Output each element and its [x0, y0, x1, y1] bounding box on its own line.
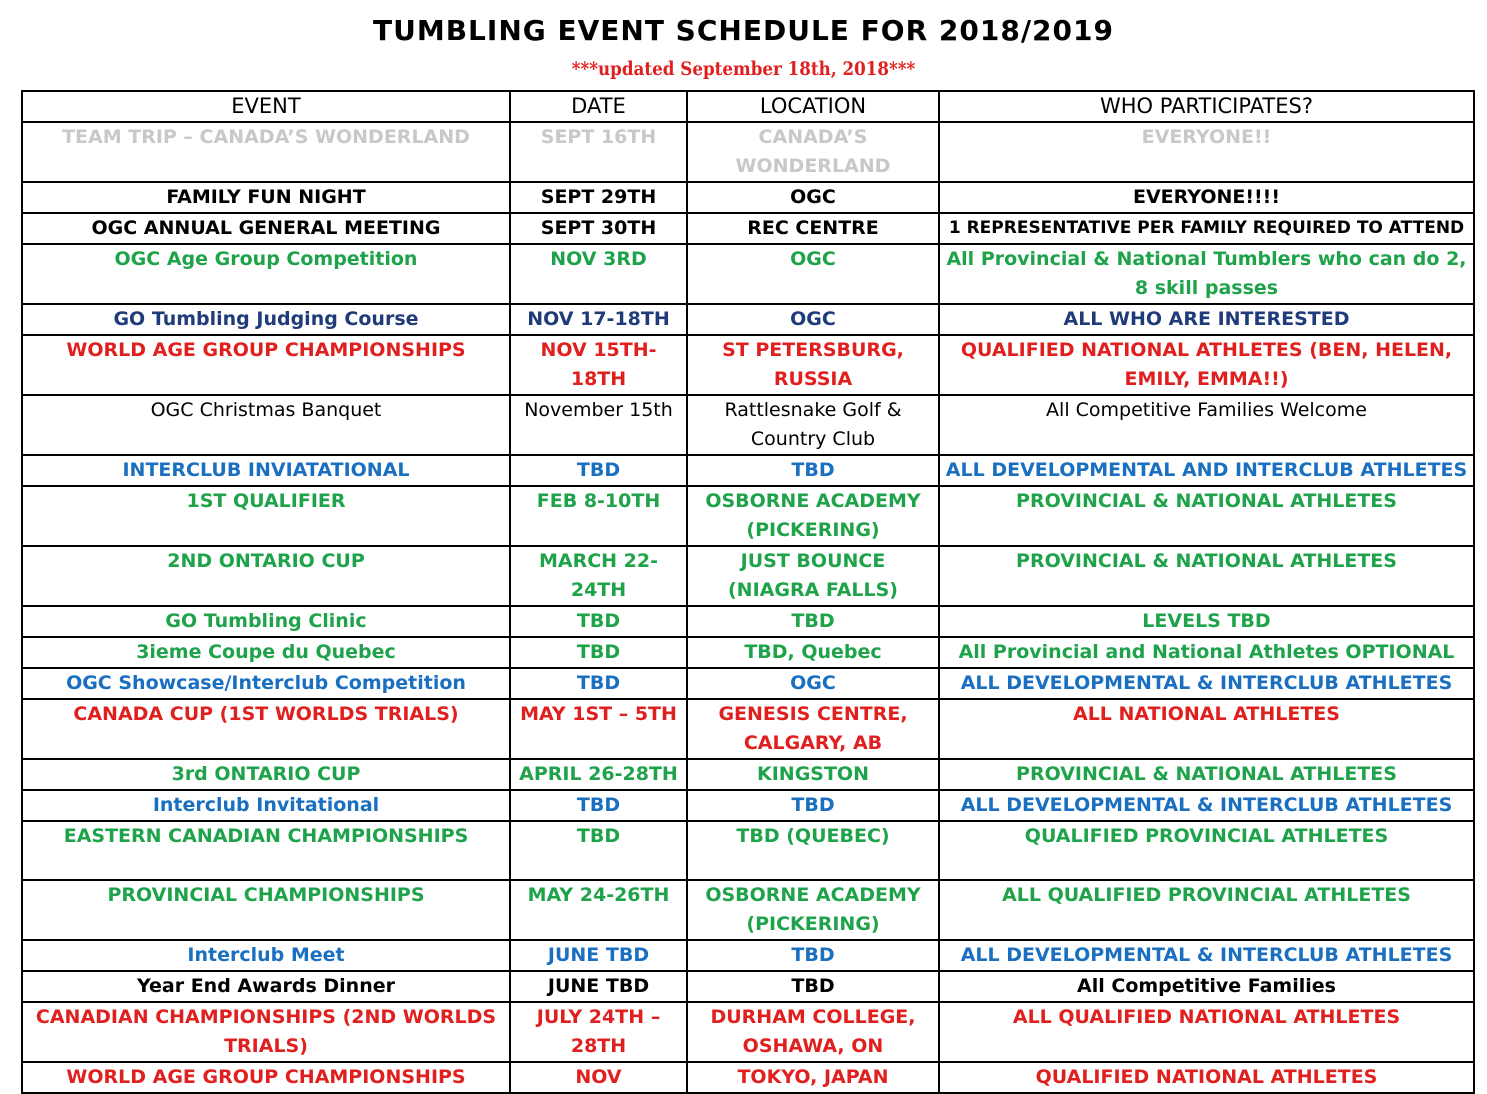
location-cell: OGC [687, 244, 939, 304]
event-cell: FAMILY FUN NIGHT [22, 182, 510, 213]
event-cell: GO Tumbling Clinic [22, 606, 510, 637]
event-cell: 3ieme Coupe du Quebec [22, 637, 510, 668]
table-row [22, 486, 1474, 546]
location-cell: TOKYO, JAPAN [687, 1062, 939, 1093]
who-cell: ALL QUALIFIED NATIONAL ATHLETES [939, 1002, 1474, 1062]
location-cell: OGC [687, 182, 939, 213]
location-cell: KINGSTON [687, 759, 939, 790]
event-cell: CANADA CUP (1ST WORLDS TRIALS) [22, 699, 510, 759]
table-row [22, 1002, 1474, 1062]
header-event: EVENT [22, 91, 510, 122]
who-cell: All Provincial & National Tumblers who can do 2, 8 skill passes [939, 244, 1474, 304]
location-cell: TBD [687, 790, 939, 821]
date-cell: MAY 24-26TH [510, 880, 687, 940]
date-cell: JUNE TBD [510, 971, 687, 1002]
event-cell: Interclub Meet [22, 940, 510, 971]
table-row [22, 213, 1474, 244]
who-cell: ALL DEVELOPMENTAL & INTERCLUB ATHLETES [939, 668, 1474, 699]
who-cell: ALL DEVELOPMENTAL & INTERCLUB ATHLETES [939, 940, 1474, 971]
location-cell: JUST BOUNCE (NIAGRA FALLS) [687, 546, 939, 606]
table-row [22, 606, 1474, 637]
table-row [22, 971, 1474, 1002]
who-cell: All Provincial and National Athletes OPTIONAL [939, 637, 1474, 668]
date-cell: TBD [510, 790, 687, 821]
event-cell: OGC ANNUAL GENERAL MEETING [22, 213, 510, 244]
event-cell: 1ST QUALIFIER [22, 486, 510, 546]
location-cell: OGC [687, 304, 939, 335]
update-note: ***updated September 18th, 2018*** [571, 58, 916, 80]
table-row [22, 455, 1474, 486]
who-cell: ALL WHO ARE INTERESTED [939, 304, 1474, 335]
table-row [22, 182, 1474, 213]
table-row [22, 790, 1474, 821]
header-location: LOCATION [687, 91, 939, 122]
who-cell: EVERYONE!!!! [939, 182, 1474, 213]
event-cell: OGC Showcase/Interclub Competition [22, 668, 510, 699]
table-row [22, 122, 1474, 182]
who-cell: QUALIFIED PROVINCIAL ATHLETES [939, 821, 1474, 880]
event-cell: 3rd ONTARIO CUP [22, 759, 510, 790]
table-row [22, 759, 1474, 790]
event-cell: WORLD AGE GROUP CHAMPIONSHIPS [22, 335, 510, 395]
who-cell: ALL QUALIFIED PROVINCIAL ATHLETES [939, 880, 1474, 940]
location-cell: TBD (QUEBEC) [687, 821, 939, 880]
location-cell: REC CENTRE [687, 213, 939, 244]
who-cell: All Competitive Families [939, 971, 1474, 1002]
date-cell: NOV [510, 1062, 687, 1093]
date-cell: SEPT 29TH [510, 182, 687, 213]
event-cell: PROVINCIAL CHAMPIONSHIPS [22, 880, 510, 940]
event-cell: INTERCLUB INVIATATIONAL [22, 455, 510, 486]
schedule-table [21, 90, 1475, 1094]
date-cell: NOV 15TH-18TH [510, 335, 687, 395]
page-title: TUMBLING EVENT SCHEDULE FOR 2018/2019 [373, 14, 1114, 47]
location-cell: TBD, Quebec [687, 637, 939, 668]
table-row [22, 940, 1474, 971]
table-row [22, 244, 1474, 304]
table-row [22, 304, 1474, 335]
date-cell: TBD [510, 821, 687, 880]
date-cell: JUNE TBD [510, 940, 687, 971]
date-cell: TBD [510, 637, 687, 668]
header-date: DATE [510, 91, 687, 122]
table-row [22, 1062, 1474, 1093]
location-cell: OGC [687, 668, 939, 699]
table-row [22, 546, 1474, 606]
location-cell: TBD [687, 455, 939, 486]
who-cell: LEVELS TBD [939, 606, 1474, 637]
date-cell: November 15th [510, 395, 687, 455]
table-row [22, 395, 1474, 455]
location-cell: GENESIS CENTRE, CALGARY, AB [687, 699, 939, 759]
who-cell: QUALIFIED NATIONAL ATHLETES (BEN, HELEN, EMILY, EMMA!!) [939, 335, 1474, 395]
table-row [22, 335, 1474, 395]
who-cell: ALL DEVELOPMENTAL & INTERCLUB ATHLETES [939, 790, 1474, 821]
header-row [22, 91, 1474, 122]
header-who: WHO PARTICIPATES? [939, 91, 1474, 122]
date-cell: APRIL 26-28TH [510, 759, 687, 790]
who-cell: PROVINCIAL & NATIONAL ATHLETES [939, 546, 1474, 606]
table-row [22, 821, 1474, 880]
location-cell: Rattlesnake Golf & Country Club [687, 395, 939, 455]
table-row [22, 880, 1474, 940]
date-cell: JULY 24TH – 28TH [510, 1002, 687, 1062]
table-row [22, 699, 1474, 759]
event-cell: EASTERN CANADIAN CHAMPIONSHIPS [22, 821, 510, 880]
location-cell: OSBORNE ACADEMY (PICKERING) [687, 486, 939, 546]
date-cell: MARCH 22-24TH [510, 546, 687, 606]
location-cell: OSBORNE ACADEMY (PICKERING) [687, 880, 939, 940]
who-cell: ALL DEVELOPMENTAL AND INTERCLUB ATHLETES [939, 455, 1474, 486]
date-cell: NOV 17-18TH [510, 304, 687, 335]
table-row [22, 637, 1474, 668]
event-cell: Year End Awards Dinner [22, 971, 510, 1002]
location-cell: ST PETERSBURG, RUSSIA [687, 335, 939, 395]
who-cell: PROVINCIAL & NATIONAL ATHLETES [939, 486, 1474, 546]
date-cell: TBD [510, 455, 687, 486]
date-cell: MAY 1ST – 5TH [510, 699, 687, 759]
date-cell: SEPT 16TH [510, 122, 687, 182]
location-cell: DURHAM COLLEGE, OSHAWA, ON [687, 1002, 939, 1062]
event-cell: WORLD AGE GROUP CHAMPIONSHIPS [22, 1062, 510, 1093]
location-cell: TBD [687, 971, 939, 1002]
location-cell: CANADA’S WONDERLAND [687, 122, 939, 182]
who-cell: QUALIFIED NATIONAL ATHLETES [939, 1062, 1474, 1093]
date-cell: TBD [510, 606, 687, 637]
date-cell: FEB 8-10TH [510, 486, 687, 546]
event-cell: OGC Age Group Competition [22, 244, 510, 304]
event-cell: Interclub Invitational [22, 790, 510, 821]
table-row [22, 668, 1474, 699]
who-cell: ALL NATIONAL ATHLETES [939, 699, 1474, 759]
event-cell: GO Tumbling Judging Course [22, 304, 510, 335]
who-cell: PROVINCIAL & NATIONAL ATHLETES [939, 759, 1474, 790]
location-cell: TBD [687, 606, 939, 637]
who-cell: All Competitive Families Welcome [939, 395, 1474, 455]
location-cell: TBD [687, 940, 939, 971]
date-cell: TBD [510, 668, 687, 699]
date-cell: NOV 3RD [510, 244, 687, 304]
event-cell: 2ND ONTARIO CUP [22, 546, 510, 606]
who-cell: EVERYONE!! [939, 122, 1474, 182]
who-cell: 1 REPRESENTATIVE PER FAMILY REQUIRED TO ATTEND [939, 213, 1474, 244]
event-cell: OGC Christmas Banquet [22, 395, 510, 455]
date-cell: SEPT 30TH [510, 213, 687, 244]
event-cell: CANADIAN CHAMPIONSHIPS (2ND WORLDS TRIALS) [22, 1002, 510, 1062]
event-cell: TEAM TRIP – CANADA’S WONDERLAND [22, 122, 510, 182]
